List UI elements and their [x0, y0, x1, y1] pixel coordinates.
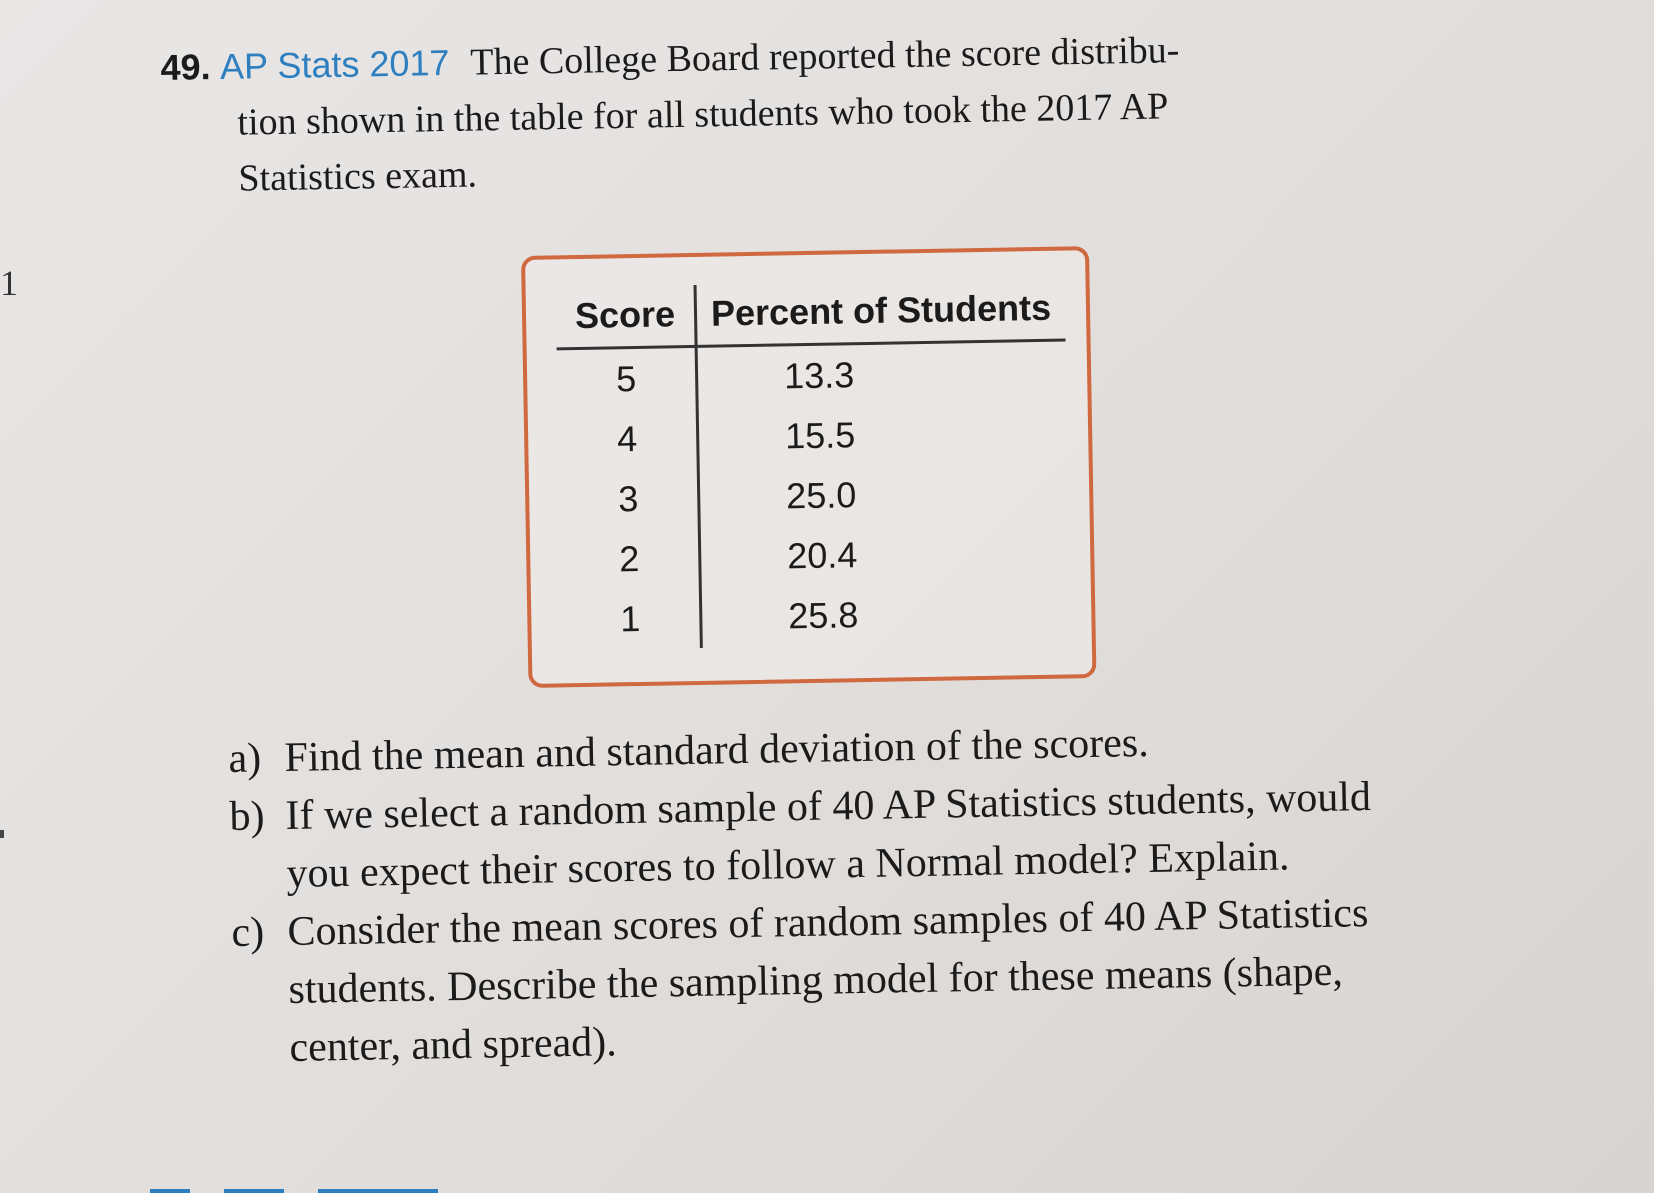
- table-row: [559, 461, 1069, 530]
- cutoff-mark: [318, 1189, 438, 1193]
- cutoff-mark: [150, 1189, 190, 1193]
- problem-topic: AP Stats 2017: [219, 41, 450, 87]
- question-letter: b): [229, 793, 265, 840]
- score-cell: 1: [561, 588, 702, 650]
- intro-line-2: tion shown in the table for all students who took the 2017 AP: [237, 85, 1169, 144]
- margin-page-mark: 1: [0, 263, 18, 303]
- score-cell: 3: [559, 468, 700, 530]
- question-letter: a): [228, 735, 262, 782]
- percent-cell: 15.5: [784, 414, 856, 457]
- table-row: [557, 340, 1067, 410]
- table-row: [561, 581, 1071, 650]
- percent-cell: 25.8: [787, 594, 859, 637]
- score-distribution-table: [556, 279, 1071, 651]
- question-c: [231, 883, 1434, 1078]
- question-text: If we select a random sample of 40 AP Statistics students, would you expect their scores to follow a Normal model? Explain.: [285, 774, 1372, 897]
- margin-dot: [0, 830, 4, 838]
- percent-cell: 25.0: [785, 474, 857, 517]
- score-distribution-table-box: [521, 246, 1096, 688]
- header-score: Score: [556, 285, 697, 349]
- problem-49: [160, 29, 1420, 208]
- score-cell: 4: [558, 408, 699, 470]
- problem-intro: [160, 18, 1423, 208]
- question-letter: c): [231, 909, 265, 956]
- table-header-row: [556, 279, 1066, 349]
- question-b: [229, 767, 1431, 904]
- next-problem-cutoff: [150, 1180, 1350, 1193]
- score-cell: 5: [557, 346, 698, 410]
- percent-cell: 20.4: [786, 534, 858, 577]
- header-percent: Percent of Students: [695, 279, 1066, 347]
- intro-line-1: The College Board reported the score distribu-: [469, 29, 1180, 84]
- question-list: [228, 709, 1434, 1078]
- problem-number: 49.: [160, 46, 211, 88]
- question-text: Consider the mean scores of random samples of 40 AP Statistics students. Describe the sampling model for these means (shape, center, and spread).: [287, 890, 1369, 1071]
- percent-cell: 13.3: [783, 354, 855, 397]
- table-row: [558, 401, 1068, 470]
- table-row: [560, 521, 1070, 590]
- intro-line-3: Statistics exam.: [238, 153, 478, 200]
- score-cell: 2: [560, 528, 701, 590]
- question-text: Find the mean and standard deviation of the scores.: [284, 719, 1150, 782]
- cutoff-mark: [224, 1189, 284, 1193]
